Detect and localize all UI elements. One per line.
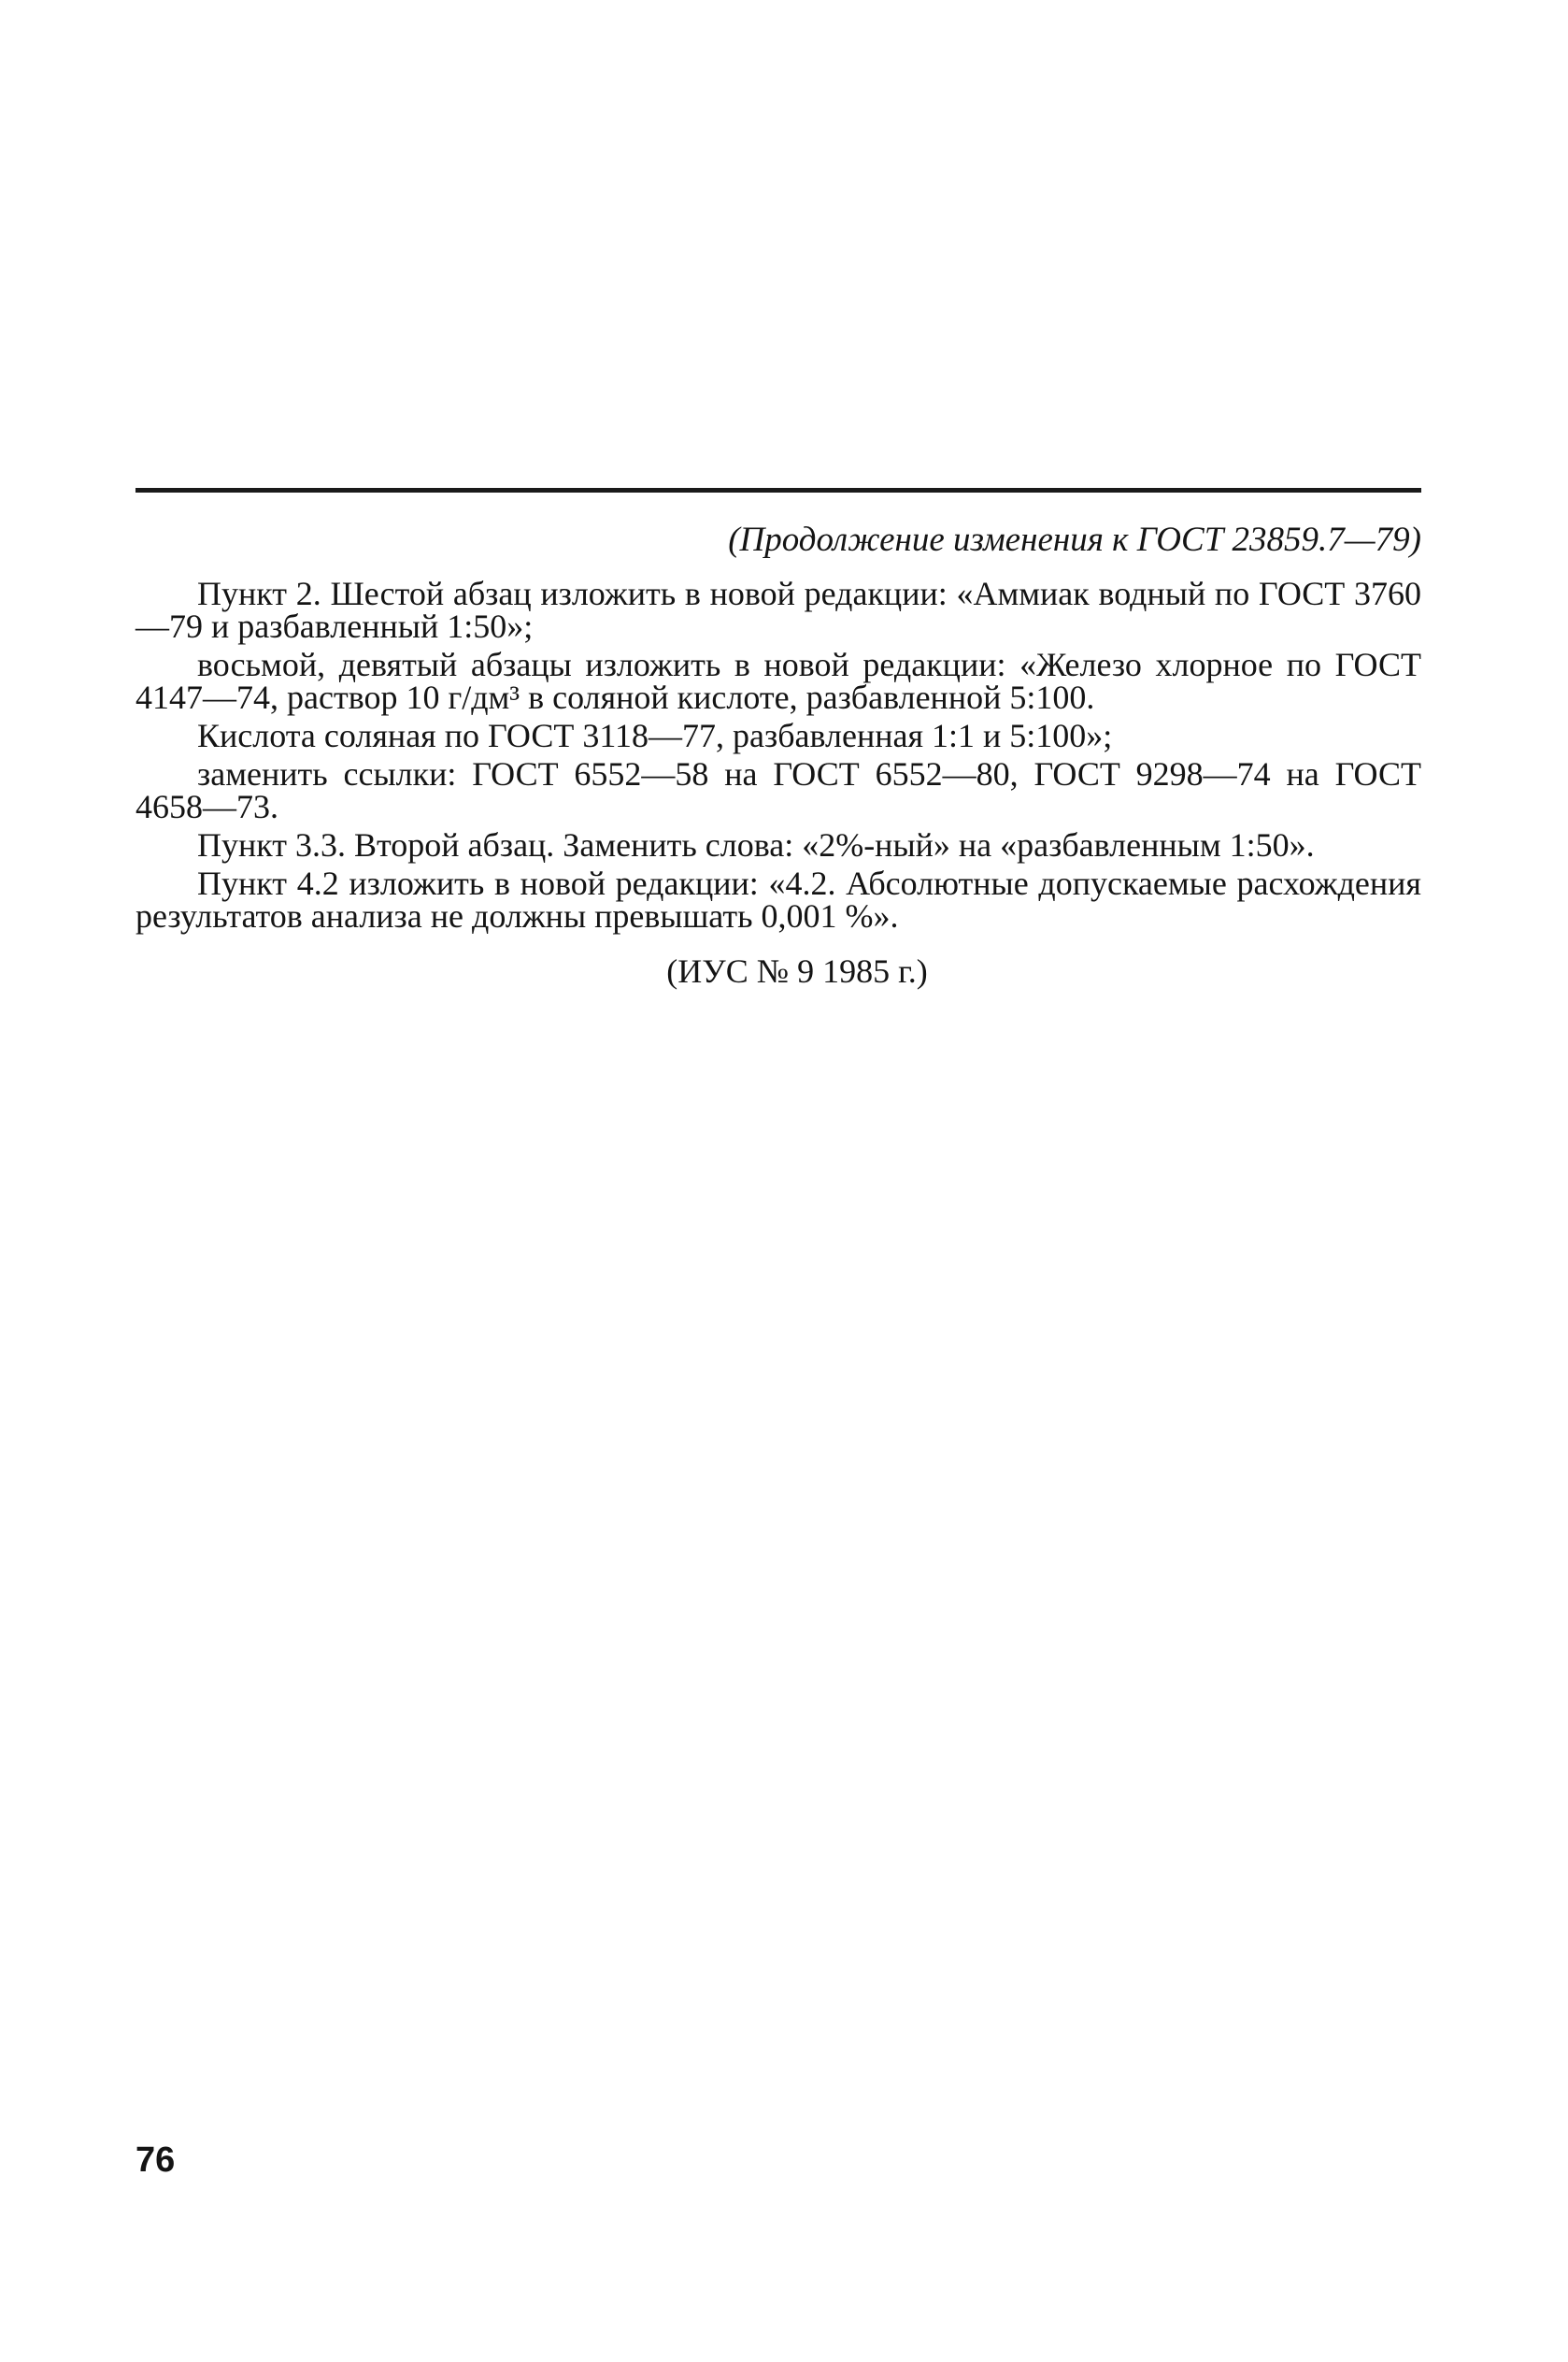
source-reference: (ИУС № 9 1985 г.) bbox=[666, 952, 928, 990]
paragraph-eighth-ninth: восьмой, девятый абзацы изложить в новой редакции: «Железо хлорное по ГОСТ 4147—74, раствор 10 г/дм³ в соляной кислоте, разбавленной 5:100. bbox=[135, 646, 1421, 716]
paragraph-point-3-3: Пункт 3.3. Второй абзац. Заменить слова: «2%-ный» на «разбавленным 1:50». bbox=[197, 826, 1315, 864]
document-body bbox=[135, 523, 1421, 1022]
paragraph-point-4-2: Пункт 4.2 изложить в новой редакции: «4.2. Абсолютные допускаемые расхождения результатов анализа не должны превышать 0,001 %». bbox=[135, 865, 1421, 935]
paragraph-point-2: Пункт 2. Шестой абзац изложить в новой редакции: «Аммиак водный по ГОСТ 3760—79 и разбавленный 1:50»; bbox=[135, 575, 1421, 645]
paragraph-hydrochloric-acid: Кислота соляная по ГОСТ 3118—77, разбавленная 1:1 и 5:100»; bbox=[197, 717, 1113, 754]
top-rule bbox=[135, 488, 1421, 493]
page-number: 76 bbox=[135, 2140, 176, 2180]
paragraph-replace-references: заменить ссылки: ГОСТ 6552—58 на ГОСТ 6552—80, ГОСТ 9298—74 на ГОСТ 4658—73. bbox=[135, 755, 1421, 825]
continuation-heading: (Продолжение изменения к ГОСТ 23859.7—79) bbox=[728, 521, 1421, 559]
